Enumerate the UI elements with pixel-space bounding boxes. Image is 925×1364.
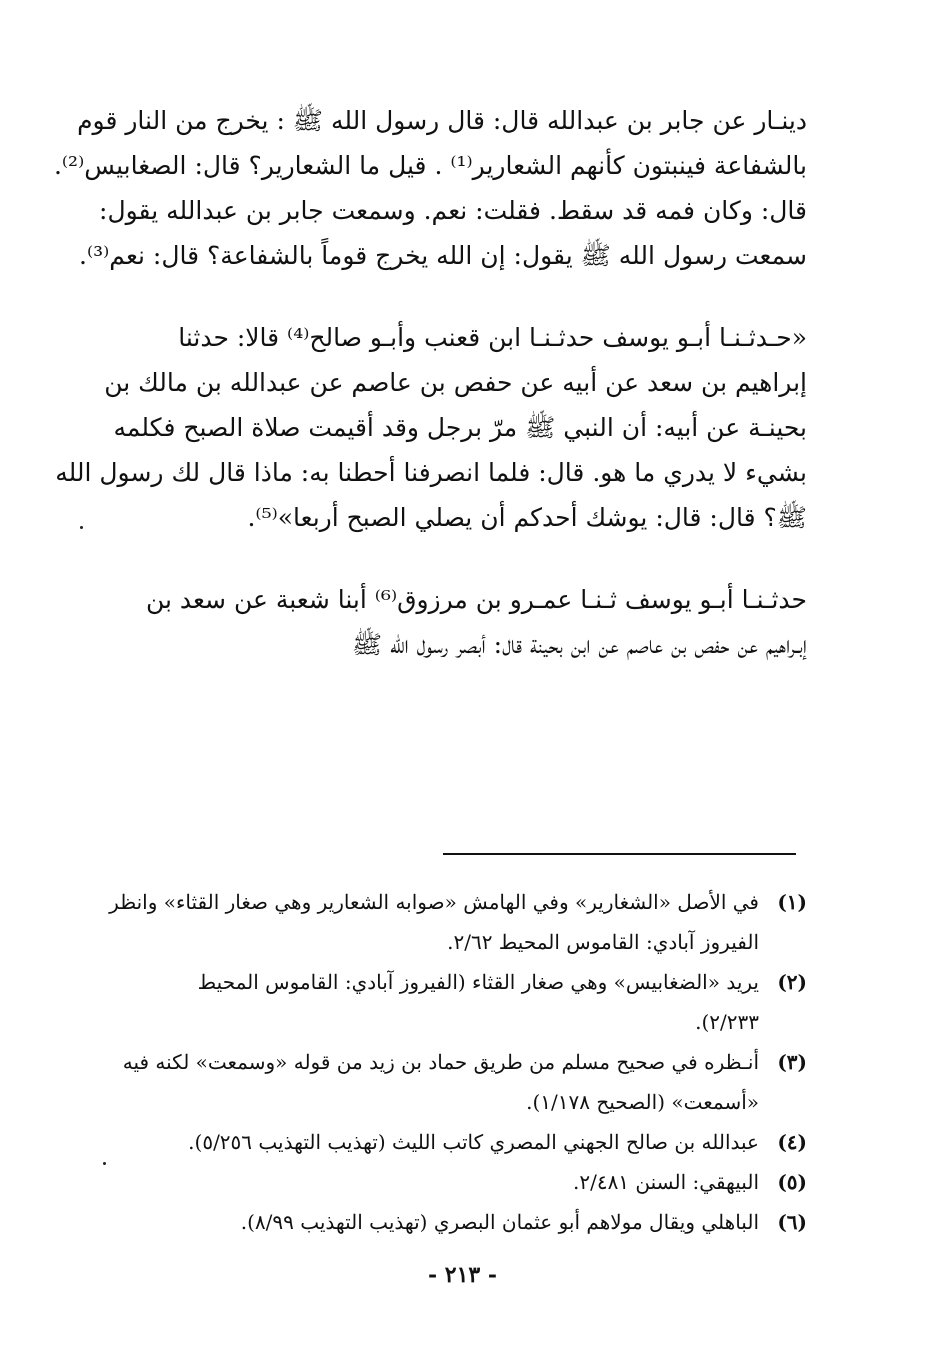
text-line: بشيء لا يدري ما هو. قال: فلما انصرفنا أحطنا به: ماذا قال لك رسول الله xyxy=(55,458,807,487)
footnote-number: (٤) xyxy=(777,1130,807,1154)
footnote-number: (١) xyxy=(777,890,807,914)
footnote-number: (٢) xyxy=(777,970,807,994)
footnote-1 xyxy=(107,882,807,962)
text-line: حدثـنـا أبـو يوسف ثـنـا عمـرو بن مرزوق⁽⁶⁾ أبنا شعبة عن سعد بن xyxy=(145,585,807,614)
text-line: قال: وكان فمه قد سقط. فقلت: نعم. وسمعت جابر بن عبدالله يقول: xyxy=(99,196,807,225)
main-text xyxy=(53,98,807,667)
footnote-line: ٢/٢٣٣). xyxy=(695,1010,759,1034)
text-line: «حـدثـنـا أبـو يوسف حدثـنـا ابن قعنب وأبـو صالح⁽⁴⁾ قالا: حدثنا xyxy=(178,323,807,352)
footnote-line: البيهقي: السنن ٢/٤٨١. xyxy=(572,1170,759,1194)
footnote-line: يريد «الضغابيس» وهي صغار القثاء (الفيروز آبادي: القاموس المحيط xyxy=(197,970,759,994)
footnote-text xyxy=(107,1162,759,1202)
footnote-line: أنـظره في صحيح مسلم من طريق حماد بن زيد من قوله «وسمعت» لكنه فيه xyxy=(122,1050,759,1074)
footnote-number: (٣) xyxy=(777,1050,807,1074)
footnote-text xyxy=(107,1122,759,1162)
footnote-line: الباهلي ويقال مولاهم أبو عثمان البصري (تهذيب التهذيب ٨/٩٩). xyxy=(240,1210,759,1234)
footnote-text xyxy=(107,882,759,962)
footnote-3 xyxy=(107,1042,807,1122)
footnote-line: الفيروز آبادي: القاموس المحيط ٢/٦٢. xyxy=(447,930,759,954)
footnote-line: «أسمعت» (الصحيح ١/١٧٨). xyxy=(526,1090,759,1114)
page-number: - ٢١٣ - xyxy=(427,1262,498,1288)
scan-speck xyxy=(103,1162,106,1165)
scan-speck xyxy=(80,526,83,529)
text-line: بالشفاعة فينبتون كأنهم الشعارير⁽¹⁾ . قيل ما الشعارير؟ قال: الصغابيس⁽²⁾. xyxy=(53,151,807,180)
text-line: سمعت رسول الله ﷺ يقول: إن الله يخرج قوماً بالشفاعة؟ قال: نعم⁽³⁾. xyxy=(79,241,807,270)
footnote-line: عبدالله بن صالح الجهني المصري كاتب الليث (تهذيب التهذيب ٥/٢٥٦). xyxy=(188,1130,759,1154)
footnote-4 xyxy=(107,1122,807,1162)
footnote-number: (٦) xyxy=(777,1210,807,1234)
footnote-number: (٥) xyxy=(777,1170,807,1194)
footnote-5 xyxy=(107,1162,807,1202)
text-line: ﷺ؟ قال: قال: يوشك أحدكم أن يصلي الصبح أربعا»⁽⁵⁾. xyxy=(247,503,807,532)
text-line: إبـراهيم عن حفص بن عاصم عن ابن بحينة قال: أبصر رسول الله ﷺ xyxy=(351,630,807,659)
footnote-line: في الأصل «الشغارير» وفي الهامش «صوابه الشعارير وهي صغار القثاء» وانظر xyxy=(109,890,759,914)
footnote-divider xyxy=(443,853,796,855)
paragraph-2 xyxy=(55,315,807,540)
text-line: بحينـة عن أبيه: أن النبي ﷺ مرّ برجل وقد أقيمت صلاة الصبح فكلمه xyxy=(113,413,807,442)
paragraph-1 xyxy=(53,98,807,278)
footnote-6 xyxy=(107,1202,807,1242)
paragraph-3 xyxy=(107,577,807,667)
footnote-text xyxy=(107,962,759,1042)
text-line: إبراهيم بن سعد عن أبيه عن حفص بن عاصم عن عبدالله بن مالك بن xyxy=(104,368,807,397)
footnote-text xyxy=(107,1202,759,1242)
text-line: دينـار عن جابر بن عبدالله قال: قال رسول الله ﷺ : يخرج من النار قوم xyxy=(77,106,807,135)
footnote-2 xyxy=(107,962,807,1042)
footnote-text xyxy=(107,1042,759,1122)
footnotes xyxy=(107,882,807,1242)
